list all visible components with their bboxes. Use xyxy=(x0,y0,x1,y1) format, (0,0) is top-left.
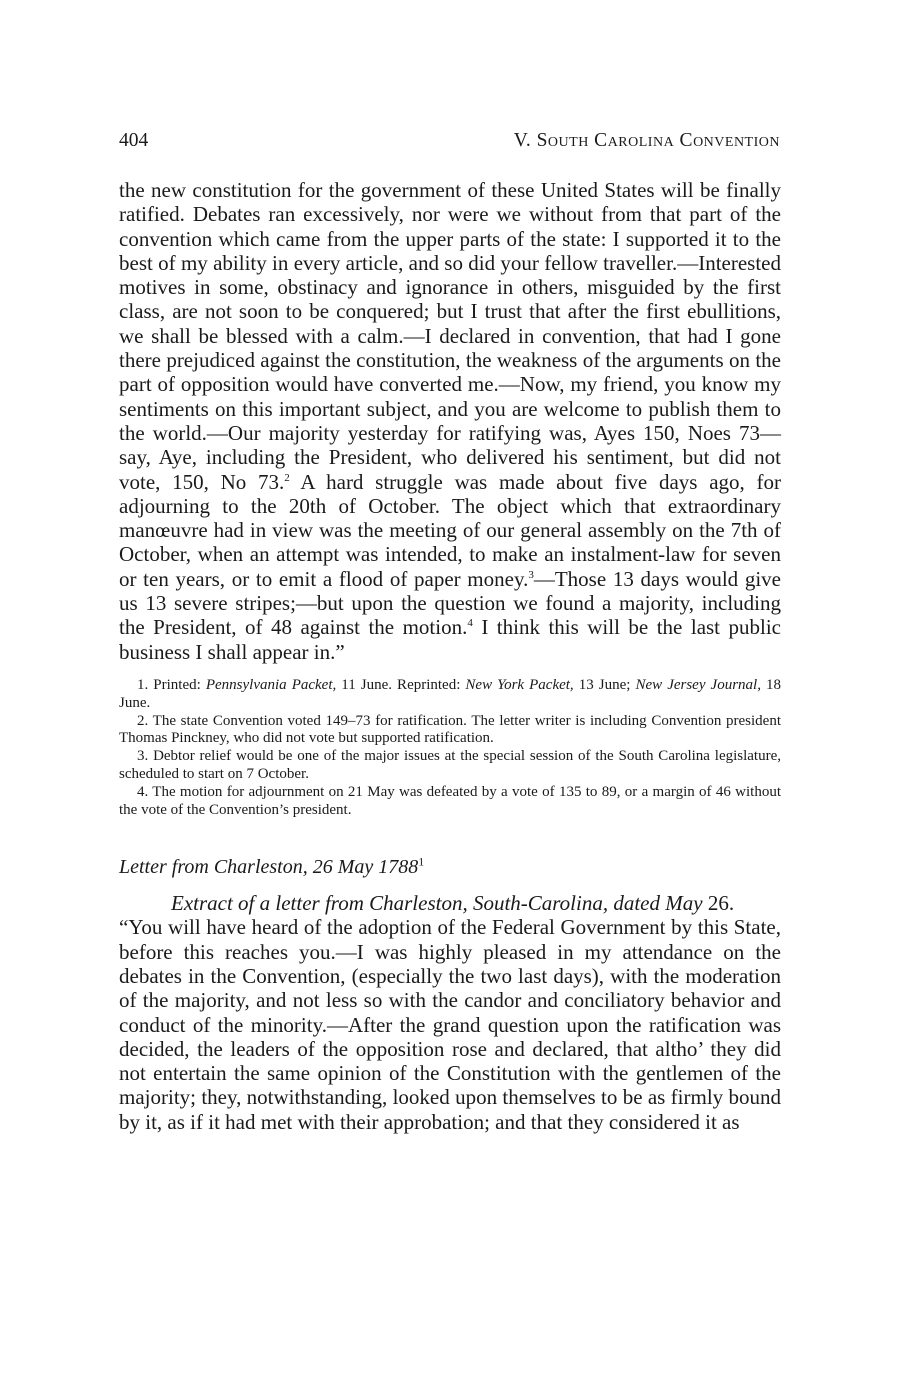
extract-heading: Extract of a letter from Charleston, South-Carolina, dated May 26. xyxy=(171,891,735,916)
running-title: V. South Carolina Convention xyxy=(513,130,780,151)
footnotes xyxy=(119,677,781,819)
footnote-2: 2. The state Convention voted 149–73 for ratification. The letter writer is including Convention president Thomas Pinckney, who did not vote but supported ratification. xyxy=(119,712,781,747)
footnote-ref: 1 xyxy=(418,854,425,869)
footnote-ref: 2 xyxy=(284,471,290,484)
running-head xyxy=(119,130,780,152)
footnote-3: 3. Debtor relief would be one of the major issues at the special session of the South Carolina legislature, scheduled to start on 7 October. xyxy=(119,748,781,782)
footnote-ref: 3 xyxy=(528,568,534,581)
footnote-4: 4. The motion for adjournment on 21 May was defeated by a vote of 135 to 89, or a margin of 46 without the vote of the Convention’s president. xyxy=(119,783,781,818)
body-paragraph: “You will have heard of the adoption of the Federal Government by this State, before this reaches you.—I was highly pleased in my attendance on the debates in the Convention, (especially the two last days), with the moderation of the majority, and not less so with the candor and conciliatory behavior and conduct of the minority.—After the grand question upon the ratification was decided, the leaders of the opposition rose and declared, that altho’ they did not entertain the same opinion of the Constitution with the gentlemen of the majority; they, notwithstanding, looked upon themselves to be as firmly bound by it, as if it had met with their approbation; and that they considered it as xyxy=(119,915,781,1134)
page-number: 404 xyxy=(119,130,149,151)
body-paragraph: the new constitution for the government of these United States will be finally ratified. Debates ran excessively, nor were we without from that part of the convention which came from the upper parts of the state: I supported it to the best of my ability in every article, and so did your fellow traveller.—Interested motives in some, obstinacy and ignorance in others, misguided by the first class, are not soon to be conquered; but I trust that after the first ebullitions, we shall be blessed with a calm.—I declared in convention, that had I gone there prejudiced against the constitution, the weakness of the arguments on the part of opposition would have converted me.—Now, my friend, you know my sentiments on this important subject, and you are welcome to publish them to the world.—Our majority yesterday for ratifying was, Ayes 150, Noes 73—say, Aye, including the President, who delivered his sentiment, but did not vote, 150, No 73.$^2$ A hard struggle was made about five days ago, for adjourning to the 20th of October. The object which that extraordinary manœuvre had in view was the meeting of our general assembly on the 7th of October, when an attempt was intended, to make an instalment-law for seven or ten years, or to emit a flood of paper money.$^3$—Those 13 days would give us 13 severe stripes;—but upon the question we found a majority, including the President, of 48 against the motion.$^4$ I think this will be the last public business I shall appear in.” xyxy=(119,178,781,664)
section-title: Letter from Charleston, 26 May 1788$^1$ xyxy=(119,854,425,879)
footnote-ref: 4 xyxy=(467,617,473,630)
page-body xyxy=(119,178,781,1134)
footnote-1: 1. Printed: Pennsylvania Packet, 11 June. Reprinted: New York Packet, 13 June; New Jersey Journal, 18 June. xyxy=(119,676,781,711)
